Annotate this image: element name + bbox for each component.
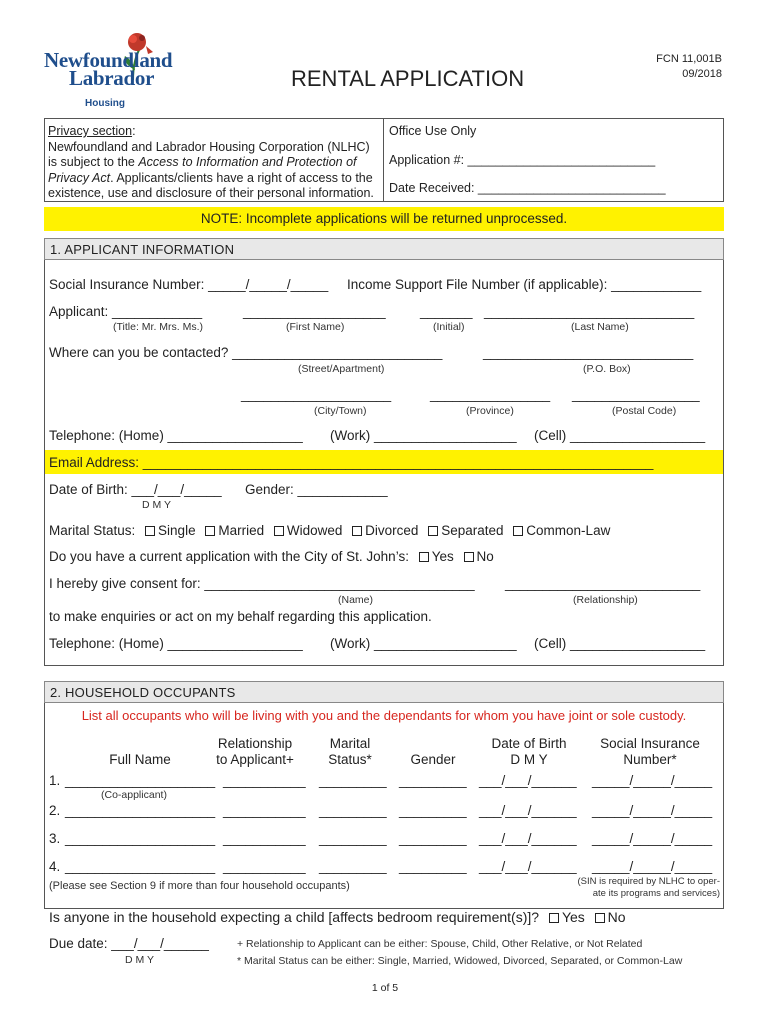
checkbox-separated[interactable] — [428, 526, 438, 536]
consent-relationship-field[interactable]: __________________________ — [505, 576, 701, 591]
page-title: RENTAL APPLICATION — [291, 66, 525, 91]
st-johns-row — [49, 549, 494, 564]
occupant-dob-field[interactable]: ___/___/______ — [479, 859, 577, 874]
checkbox-st-johns-no[interactable] — [464, 552, 474, 562]
privacy-line4: existence, use and disclosure of their personal information. — [48, 186, 374, 200]
cell-phone-field-2[interactable]: (Cell) __________________ — [534, 636, 706, 651]
occupant-sin-field[interactable]: _____/_____/_____ — [592, 859, 713, 874]
option-single: Single — [158, 523, 196, 538]
section2-heading: 2. HOUSEHOLD OCCUPANTS — [44, 681, 724, 703]
label-city: (City/Town) — [314, 405, 367, 417]
occupant-marital-field[interactable]: _________ — [319, 859, 387, 874]
row-number: 2. — [49, 803, 61, 818]
label-province: (Province) — [466, 405, 514, 417]
expecting-no-label: No — [607, 909, 626, 925]
home-phone-field[interactable]: Telephone: (Home) __________________ — [49, 428, 303, 443]
sin-note-line2: ate its programs and services) — [592, 888, 720, 899]
col-sin-line2: Number* — [623, 752, 677, 767]
box-divider — [383, 118, 384, 202]
privacy-line3b: . Applicants/clients have a right of access to the — [110, 170, 373, 185]
page-number: 1 of 5 — [371, 982, 399, 994]
privacy-act-name-2: Privacy Act — [48, 170, 111, 185]
sin-required-note — [577, 876, 720, 900]
home-phone-field-2[interactable]: Telephone: (Home) __________________ — [49, 636, 303, 651]
col-marital-line2: Status* — [328, 752, 372, 767]
st-johns-yes-label: Yes — [431, 549, 454, 564]
privacy-heading-colon: : — [132, 124, 136, 138]
col-gender: Gender — [410, 752, 456, 767]
occupant-sin-field[interactable]: _____/_____/_____ — [592, 831, 713, 846]
row-number: 3. — [49, 831, 61, 846]
col-marital — [305, 736, 395, 768]
date-received-field[interactable]: Date Received: ___________________________ — [389, 181, 666, 195]
form-revision-date: 09/2018 — [682, 68, 722, 80]
section2-instruction: List all occupants who will be living with you and the dependants for whom you have joint or sole custody. — [81, 708, 687, 723]
see-section9-note: (Please see Section 9 if more than four household occupants) — [49, 880, 350, 892]
label-initial: (Initial) — [433, 321, 465, 333]
section1-heading: 1. APPLICANT INFORMATION — [44, 238, 724, 260]
col-sin-line1: Social Insurance — [600, 736, 700, 751]
po-box-field[interactable]: ____________________________ — [483, 345, 694, 360]
occupant-name-field[interactable]: ____________________ — [65, 831, 216, 846]
postal-code-field[interactable]: _________________ — [572, 387, 700, 402]
label-first-name: (First Name) — [286, 321, 345, 333]
enquiries-text: to make enquiries or act on my behalf regarding this application. — [49, 609, 432, 624]
st-johns-no-label: No — [476, 549, 494, 564]
label-postal-code: (Postal Code) — [612, 405, 677, 417]
label-street: (Street/Apartment) — [298, 363, 385, 375]
application-number-field[interactable]: Application #: ___________________________ — [389, 153, 656, 167]
col-full-name: Full Name — [109, 752, 171, 767]
occupant-marital-field[interactable]: _________ — [319, 773, 387, 788]
checkbox-married[interactable] — [205, 526, 215, 536]
col-relationship-line1: Relationship — [217, 736, 293, 751]
gender-field[interactable]: Gender: ____________ — [245, 482, 388, 497]
sin-note-line1: (SIN is required by NLHC to oper- — [577, 876, 720, 887]
marital-status-label: Marital Status: — [49, 523, 136, 538]
occupant-row-1 — [49, 773, 713, 788]
privacy-line2a: is subject to the — [48, 155, 139, 169]
label-po-box: (P.O. Box) — [583, 363, 631, 375]
expecting-row — [49, 909, 626, 925]
occupant-row-2 — [49, 803, 713, 818]
due-date-dmy-label: D M Y — [125, 954, 154, 966]
label-consent-relationship: (Relationship) — [573, 594, 638, 606]
label-consent-name: (Name) — [338, 594, 374, 606]
row-number: 4. — [49, 859, 61, 874]
coapplicant-label: (Co-applicant) — [101, 789, 167, 801]
occupant-row-3 — [49, 831, 713, 846]
privacy-section — [48, 124, 374, 202]
occupant-relationship-field[interactable]: ___________ — [223, 831, 306, 846]
col-relationship — [205, 736, 305, 768]
province-field[interactable]: ________________ — [430, 387, 551, 402]
occupant-marital-field[interactable]: _________ — [319, 803, 387, 818]
occupant-dob-field[interactable]: ___/___/______ — [479, 831, 577, 846]
applicant-first-name-field[interactable]: ___________________ — [243, 304, 386, 319]
cell-phone-field[interactable]: (Cell) __________________ — [534, 428, 706, 443]
city-field[interactable]: ____________________ — [241, 387, 392, 402]
occupant-dob-field[interactable]: ___/___/______ — [479, 773, 577, 788]
col-dob-line2: D M Y — [510, 752, 548, 767]
logo-text-labrador: Labrador — [69, 66, 155, 90]
privacy-act-name-1: Access to Information and Protection of — [138, 155, 357, 169]
label-title: (Title: Mr. Mrs. Ms.) — [113, 321, 204, 333]
privacy-heading: Privacy section — [48, 124, 133, 138]
checkbox-expecting-no[interactable] — [595, 913, 605, 923]
marital-status-row — [49, 523, 610, 538]
work-phone-field[interactable]: (Work) ___________________ — [330, 428, 517, 443]
expecting-question: Is anyone in the household expecting a child [affects bedroom requirement(s)]? — [49, 909, 540, 925]
logo-text-housing: Housing — [85, 98, 125, 109]
occupant-row-4 — [49, 859, 713, 874]
label-last-name: (Last Name) — [571, 321, 629, 333]
occupant-name-field[interactable]: ____________________ — [65, 803, 216, 818]
form-number — [656, 52, 722, 82]
marital-note: * Marital Status can be either: Single, Married, Widowed, Divorced, Separated, or Common-Law — [237, 955, 683, 967]
occupant-dob-field[interactable]: ___/___/______ — [479, 803, 577, 818]
logo-text-newfoundland: Newfoundland — [44, 48, 173, 72]
occupant-relationship-field[interactable]: ___________ — [223, 859, 306, 874]
occupant-gender-field[interactable]: _________ — [399, 803, 467, 818]
occupant-gender-field[interactable]: _________ — [399, 859, 467, 874]
income-support-field[interactable]: Income Support File Number (if applicable): ____________ — [347, 277, 702, 292]
option-common-law: Common-Law — [526, 523, 611, 538]
checkbox-common-law[interactable] — [513, 526, 523, 536]
street-address-field[interactable]: Where can you be contacted? ____________________________ — [49, 345, 443, 360]
sin-field[interactable]: Social Insurance Number: _____/_____/_____ — [49, 277, 329, 292]
dob-field[interactable]: Date of Birth: ___/___/_____ — [49, 482, 222, 497]
form-code: FCN 11,001B — [656, 53, 722, 65]
option-separated: Separated — [441, 523, 504, 538]
email-field[interactable]: Email Address: ____________________________________________________________________ — [49, 455, 654, 470]
expecting-yes-label: Yes — [561, 909, 585, 925]
option-divorced: Divorced — [365, 523, 419, 538]
dob-dmy-label: D M Y — [142, 499, 171, 511]
privacy-line1: Newfoundland and Labrador Housing Corporation (NLHC) — [48, 139, 370, 154]
col-sin — [590, 736, 710, 768]
applicant-last-name-field[interactable]: ____________________________ — [484, 304, 695, 319]
office-use-title: Office Use Only — [389, 124, 477, 138]
checkbox-single[interactable] — [145, 526, 155, 536]
occupant-relationship-field[interactable]: ___________ — [223, 803, 306, 818]
occupant-name-field[interactable]: ____________________ — [65, 773, 216, 788]
occupant-sin-field[interactable]: _____/_____/_____ — [592, 803, 713, 818]
occupant-gender-field[interactable]: _________ — [399, 831, 467, 846]
due-date-field[interactable]: Due date: ___/___/______ — [49, 936, 209, 951]
st-johns-question: Do you have a current application with the City of St. John’s: — [49, 549, 409, 564]
checkbox-divorced[interactable] — [352, 526, 362, 536]
col-relationship-line2: to Applicant+ — [216, 752, 294, 767]
col-marital-line1: Marital — [329, 736, 371, 751]
note-text: NOTE: Incomplete applications will be returned unprocessed. — [200, 211, 568, 226]
occupant-marital-field[interactable]: _________ — [319, 831, 387, 846]
option-widowed: Widowed — [286, 523, 343, 538]
col-dob-line1: Date of Birth — [491, 736, 567, 751]
work-phone-field-2[interactable]: (Work) ___________________ — [330, 636, 517, 651]
col-dob — [478, 736, 580, 768]
occupant-relationship-field[interactable]: ___________ — [223, 773, 306, 788]
occupant-gender-field[interactable]: _________ — [399, 773, 467, 788]
occupant-sin-field[interactable]: _____/_____/_____ — [592, 773, 713, 788]
option-married: Married — [218, 523, 265, 538]
consent-name-field[interactable]: I hereby give consent for: ____________________________________ — [49, 576, 475, 591]
relationship-note: + Relationship to Applicant can be either: Spouse, Child, Other Relative, or Not Related — [237, 938, 643, 950]
applicant-title-field[interactable]: Applicant: ____________ — [49, 304, 203, 319]
applicant-initial-field[interactable]: _______ — [420, 304, 473, 319]
checkbox-widowed[interactable] — [274, 526, 284, 536]
row-number: 1. — [49, 773, 61, 788]
occupant-name-field[interactable]: ____________________ — [65, 859, 216, 874]
checkbox-expecting-yes[interactable] — [549, 913, 559, 923]
checkbox-st-johns-yes[interactable] — [419, 552, 429, 562]
